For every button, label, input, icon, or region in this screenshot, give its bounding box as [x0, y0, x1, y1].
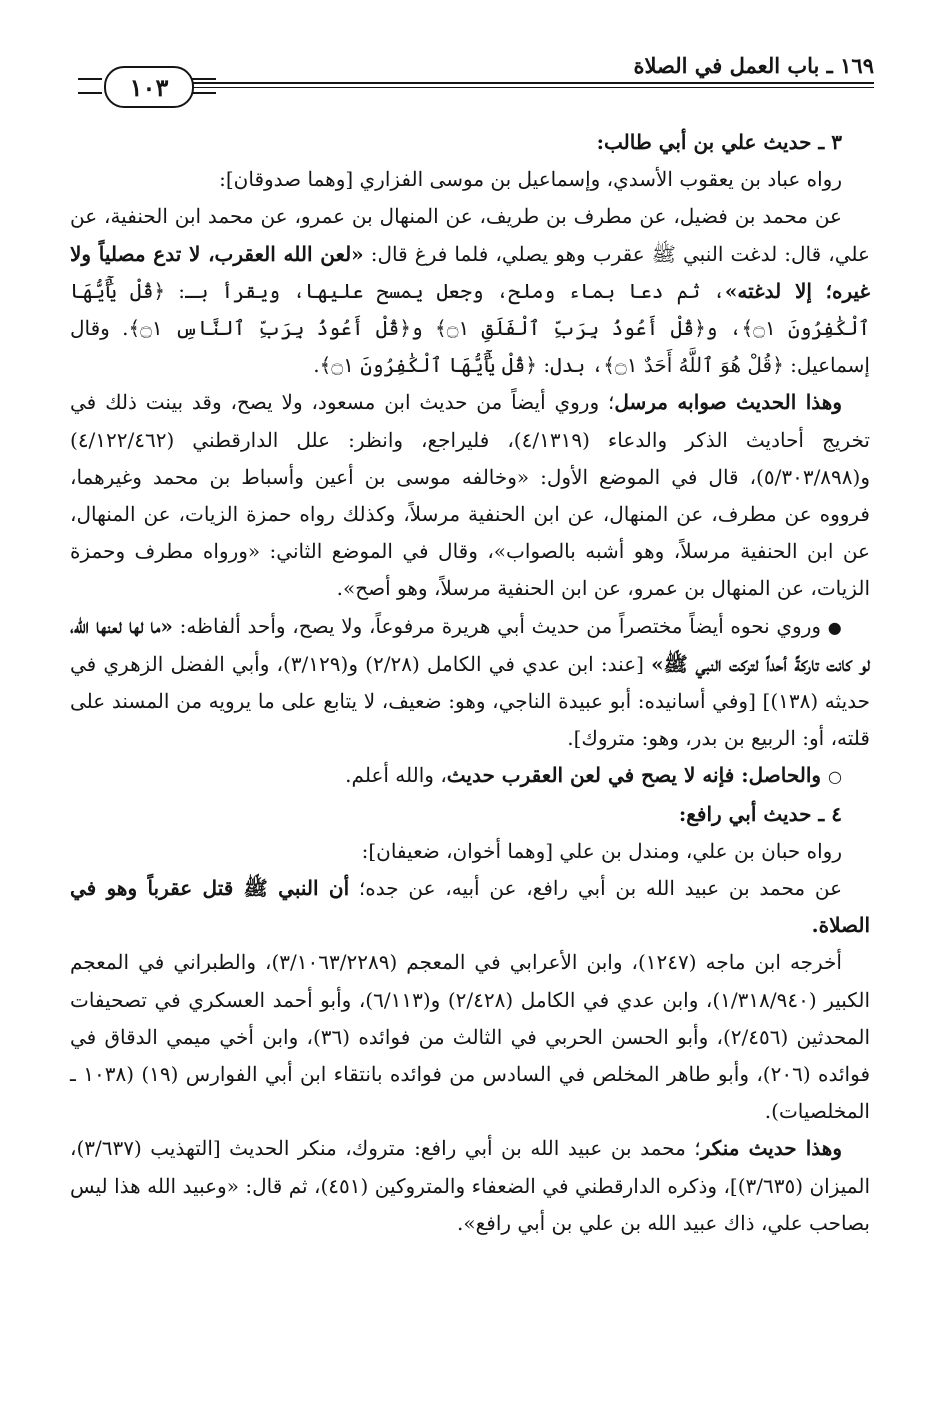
hadith-matn: «لعن الله العقرب، لا تدع مصلياً ولا غيره؛ إلا لدغته»	[70, 241, 871, 303]
munkar-details: ؛ محمد بن عبيد الله بن أبي رافع: متروك، منكر الحديث [التهذيب (٣/٦٣٧)، الميزان (٣/٦٣٥)]، وذكره الدارقطني في الضعفاء والمتروكين (٤٥١)، ثم قال: «وعبيد الله هذا ليس بصاحب علي، ذاك عبيد الله بن علي بن أبي رافع».	[70, 1136, 870, 1235]
conclusion-text: والحاصل: فإنه لا يصح في لعن العقرب حديث	[446, 763, 829, 788]
bullet-hollow-icon: ○	[828, 767, 842, 787]
abu-hurairah-matn: «ما لها لعنها الله، لو كانت تاركةً أحداً لتركت النبي ﷺ»	[70, 613, 870, 676]
badge-ornament-left	[78, 78, 102, 94]
hadith-continuation: ، ثم دعا بماء وملح، وجعل يمسح عليها، ويقرأ بـ: ﴿قُلْ يَٰٓأَيُّهَا ٱلْكَٰفِرُونَ ۝١﴾، و﴿قُلْ أَعُوذُ بِرَبِّ ٱلْفَلَقِ ۝١﴾ و﴿قُلْ أَعُوذُ بِرَبِّ ٱلنَّاسِ ۝١﴾. وقال إسماعيل: ﴿قُلْ هُوَ ٱللَّهُ أَحَدٌ ۝١﴾، بدل: ﴿قُلْ يَٰٓأَيُّهَا ٱلْكَٰفِرُونَ ۝١﴾.	[70, 278, 871, 378]
narrators-line: رواه عباد بن يعقوب الأسدي، وإسماعيل بن موسى الفزاري [وهما صدوقان]:	[219, 167, 842, 192]
page-header	[68, 52, 874, 108]
abu-hurairah-paragraph	[70, 608, 870, 758]
abu-hurairah-intro: وروي نحوه أيضاً مختصراً من حديث أبي هريرة مرفوعاً، ولا يصح، وأحد ألفاظه:	[172, 613, 828, 638]
badge-ornament-right	[192, 78, 216, 94]
page-number-badge	[104, 66, 194, 108]
hadith-text-abu-rafi	[70, 870, 870, 944]
page-number: ١٠٣	[129, 72, 169, 102]
chapter-title: ١٦٩ ـ باب العمل في الصلاة	[633, 53, 874, 78]
matn-abu-rafi: أن النبي ﷺ قتل عقرباً وهو في الصلاة.	[70, 876, 870, 938]
header-rule	[114, 82, 874, 84]
munkar-ruling: وهذا حديث منكر	[700, 1136, 842, 1161]
narrators-line-abu-rafi: رواه حبان بن علي، ومندل بن علي [وهما أخوان، ضعيفان]:	[361, 838, 842, 863]
header-rule-thin	[114, 87, 874, 88]
section-heading-abu-rafi: ٤ ـ حديث أبي رافع:	[678, 801, 842, 826]
ruling-details: ؛ وروي أيضاً من حديث ابن مسعود، ولا يصح، وقد بينت ذلك في تخريج أحاديث الذكر والدعاء (٤/١٣١٩)، فليراجع، وانظر: علل الدارقطني (٤/١٢٢/٤٦٢) و(٥/٣٠٣/٨٩٨)، قال في الموضع الأول: «وخالفه موسى بن أعين وأسباط بن محمد وغيرهما، فرووه عن مطرف، عن المنهال، عن ابن الحنفية مرسلاً، وكذلك رواه حمزة الزيات، عن المنهال، عن ابن الحنفية مرسلاً، وهو أشبه بالصواب»، وقال في الموضع الثاني: «ورواه مطرف وحمزة الزيات، عن المنهال بن عمرو، عن ابن الحنفية مرسلاً، وهو أصح».	[70, 390, 870, 601]
conclusion-paragraph	[70, 757, 870, 795]
page-body	[70, 124, 870, 1242]
ruling-mursal: وهذا الحديث صوابه مرسل	[614, 390, 842, 415]
isnad-text: عن محمد بن فضيل، عن مطرف بن طريف، عن المنهال بن عمرو، عن محمد ابن الحنفية، عن علي، قال: لدغت النبي ﷺ عقرب وهو يصلي، فلما فرغ قال:	[70, 204, 870, 266]
isnad-abu-rafi: عن محمد بن عبيد الله بن أبي رافع، عن أبيه، عن جده؛	[349, 876, 843, 901]
bullet-filled-icon: ●	[827, 617, 843, 637]
section-heading-ali: ٣ ـ حديث علي بن أبي طالب:	[596, 130, 842, 154]
conclusion-end: ، والله أعلم.	[345, 763, 447, 788]
ruling-paragraph	[70, 384, 870, 607]
takhrij-paragraph: أخرجه ابن ماجه (١٢٤٧)، وابن الأعرابي في المعجم (٣/١٠٦٣/٢٢٨٩)، والطبراني في المعجم الكبير (١/٣١٨/٩٤٠)، وابن عدي في الكامل (٢/٤٢٨) و(٦/١١٣)، وأبو أحمد العسكري في تصحيفات المحدثين (٢/٤٥٦)، وأبو الحسن الحربي في الثالث من فوائده (٣٦)، وابن أخي ميمي الدقاق في فوائده (٢٠٦)، وأبو طاهر المخلص في السادس من فوائده بانتقاء ابن أبي الفوارس (١٩) (١٠٣٨ ـ المخلصيات).	[70, 950, 871, 1124]
abu-hurairah-sources: [عند: ابن عدي في الكامل (٢/٢٨) و(٣/١٢٩)، وأبي الفضل الزهري في حديثه (١٣٨)] [وفي أسانيده: أبو عبيدة الناجي، وهو: ضعيف، لا يتابع على ما يرويه من المسند على قلته، أو: الربيع بن بدر، وهو: متروك].	[70, 651, 870, 751]
hadith-text-ali	[70, 198, 870, 384]
munkar-paragraph	[70, 1130, 870, 1242]
